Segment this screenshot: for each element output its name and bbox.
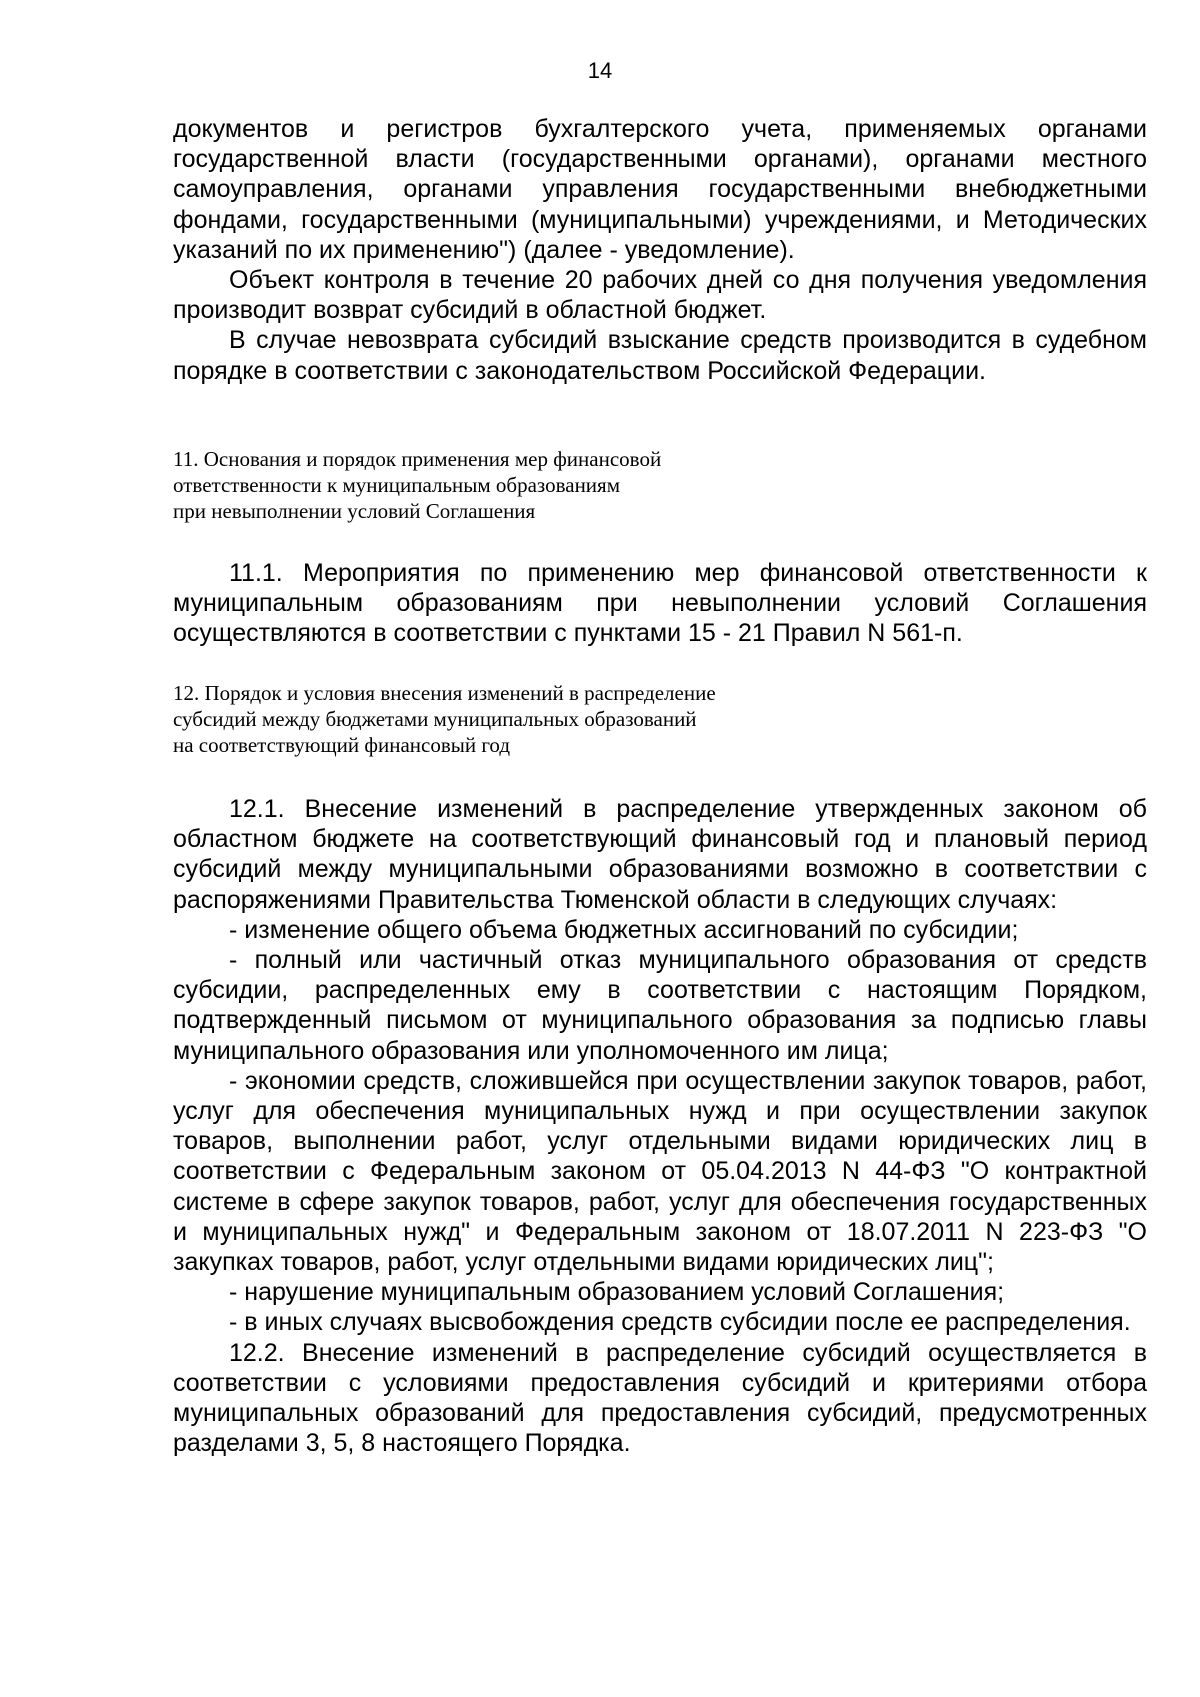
text-block-return-of-subsidies [173,114,1147,386]
heading-line: на соответствующий финансовый год [173,733,511,757]
list-item-savings: - экономии средств, сложившейся при осуществлении закупок товаров, работ, услуг для обеспечения муниципальных нужд и при осуществлении закупок товаров, выполнении работ, услуг отдельными видами юридических лиц в соответствии с Федеральным законом от 05.04.2013 N 44-ФЗ "О контрактной системе в сфере закупок товаров, работ, услуг для обеспечения государственных и муниципальных нужд" и Федеральным законом от 18.07.2011 N 223-ФЗ "О закупках товаров, работ, услуг отдельными видами юридических лиц"; [173,1066,1147,1277]
text-block-section-12 [173,794,1147,1458]
list-item-other-cases: - в иных случаях высвобождения средств субсидии после ее распределения. [229,1308,1131,1337]
heading-line: 12. Порядок и условия внесения изменений в распределение [173,681,716,705]
paragraph-court-recovery: В случае невозврата субсидий взыскание средств производится в судебном порядке в соответствии с законодательством Российской Федерации. [173,326,1147,385]
paragraph-11-1: 11.1. Мероприятия по применению мер финансовой ответственности к муниципальным образованиям при невыполнении условий Соглашения осуществляются в соответствии с пунктами 15 - 21 Правил N 561-п. [173,559,1147,648]
list-item-violation: - нарушение муниципальным образованием условий Соглашения; [229,1278,1005,1307]
list-item-refusal: - полный или частичный отказ муниципального образования от средств субсидии, распределенных ему в соответствии с настоящим Порядком, подтвержденный письмом от муниципального образования за подписью главы муниципального образования или уполномоченного им лица; [173,946,1147,1065]
page-number: 14 [587,58,613,83]
heading-line: при невыполнении условий Соглашения [173,499,536,523]
paragraph-return-deadline: Объект контроля в течение 20 рабочих дней со дня получения уведомления производит возврат субсидий в областной бюджет. [173,266,1147,325]
paragraph-12-1: 12.1. Внесение изменений в распределение утвержденных законом об областном бюджете на соответствующий финансовый год и плановый период субсидий между муниципальными образованиями возможно в соответствии с распоряжениями Правительства Тюменской области в следующих случаях: [173,795,1147,914]
heading-line: 11. Основания и порядок применения мер финансовой [173,447,662,471]
text-block-section-11 [173,558,1147,649]
heading-line: субсидий между бюджетами муниципальных образований [173,707,697,731]
paragraph-12-2: 12.2. Внесение изменений в распределение субсидий осуществляется в соответствии с условиями предоставления субсидий и критериями отбора муниципальных образований для предоставления субсидий, предусмотренных разделами 3, 5, 8 настоящего Порядка. [173,1338,1147,1458]
section-heading-12 [173,680,893,758]
heading-line: ответственности к муниципальным образованиям [173,473,620,497]
paragraph-notice-continuation: документов и регистров бухгалтерского учета, применяемых органами государственной власти (государственными органами), органами местного самоуправления, органами управления государственными внебюджетными фондами, государственными (муниципальными) учреждениями, и Методических указаний по их применению") (далее - уведомление). [173,115,1147,264]
section-heading-11 [173,446,893,524]
list-item-budget-change: - изменение общего объема бюджетных ассигнований по субсидии; [229,915,1019,944]
